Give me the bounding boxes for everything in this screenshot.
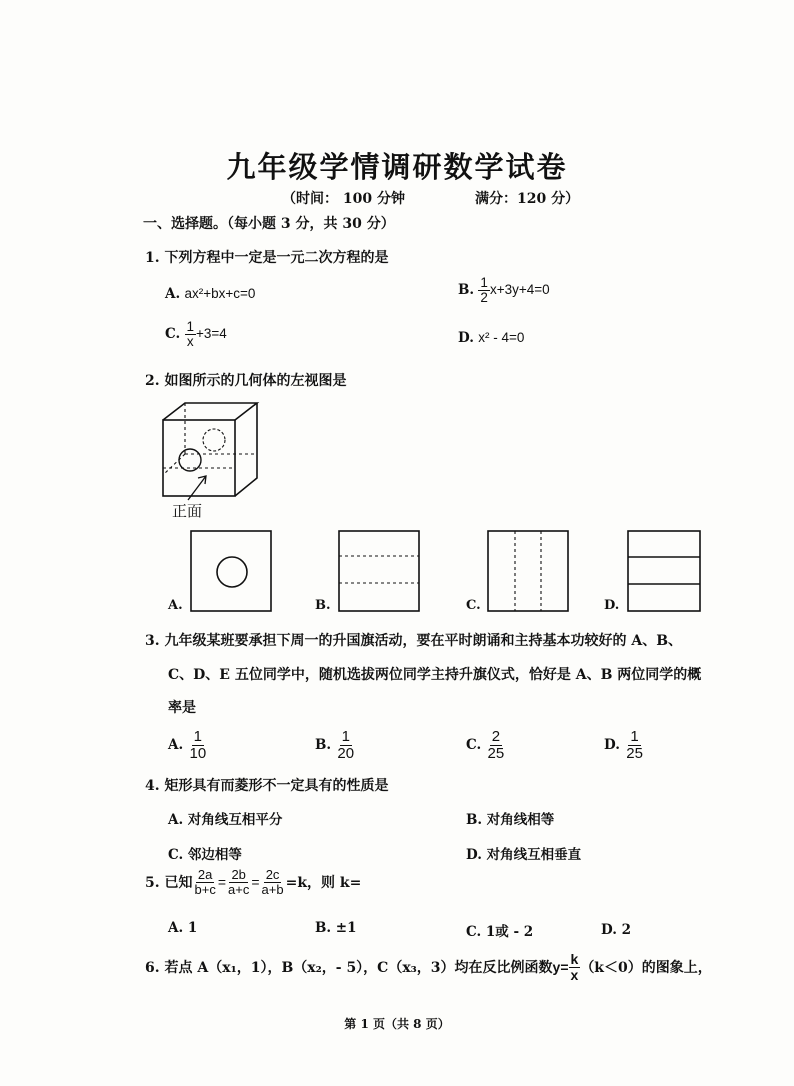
cube-hole-back (203, 429, 225, 451)
q1-option-a (165, 286, 255, 302)
q3-d-label: D. (604, 736, 620, 753)
q1-option-d (458, 330, 524, 346)
q1-a-text: ax²+bx+c=0 (184, 286, 256, 301)
q2-stem: 2. 如图所示的几何体的左视图是 (145, 373, 347, 389)
page-footer: 第 1 页（共 8 页） (344, 1017, 450, 1031)
q2-option-c-figure (487, 530, 569, 612)
q3-d-fraction (624, 729, 645, 762)
q2-c-square (488, 531, 568, 611)
cube-hidden-diagonal (163, 454, 185, 475)
q3-b-label: B. (315, 736, 332, 753)
q1-option-b (458, 276, 550, 305)
q4-stem: 4. 矩形具有而菱形不一定具有的性质是 (145, 778, 389, 794)
q5-option-c: C. 1或 - 2 (466, 924, 534, 940)
q2-option-d-figure (627, 530, 703, 612)
q2-option-a-figure (190, 530, 272, 612)
cube-figure (160, 400, 270, 500)
q2-b-square (339, 531, 419, 611)
q1-c-num: 1 (186, 319, 195, 334)
q5-option-b: B. ±1 (315, 920, 357, 936)
q1-c-fraction (185, 320, 197, 349)
q2-c-label: C. (466, 598, 481, 613)
q3-a-label: A. (168, 736, 184, 753)
q1-d-label: D. (458, 330, 474, 346)
q3-d-den: 25 (626, 744, 643, 762)
q1-b-label: B. (458, 282, 475, 299)
q2-d-label: D. (604, 598, 620, 613)
q5-stem (145, 868, 361, 896)
q1-b-rest: x+3y+4=0 (489, 282, 550, 298)
q5-eq-2: = (251, 874, 260, 891)
q1-a-label: A. (165, 286, 181, 302)
q1-c-rest: +3=4 (196, 326, 227, 342)
q3-b-num: 1 (341, 728, 350, 745)
q6-text: 6. 若点 A（x₁，1），B（x₂，- 5），C（x₃，3）均在反比例函数 (145, 960, 553, 977)
q1-stem: 1. 下列方程中一定是一元二次方程的是 (145, 250, 389, 266)
q6-func-den: x (570, 966, 579, 983)
q6-func-num: k (570, 951, 579, 967)
q2-d-square (628, 531, 700, 611)
q6-func-prefix: y= (552, 959, 569, 976)
q3-option-d (604, 729, 645, 762)
q5-prefix: 5. 已知 (145, 875, 193, 892)
q3-option-a (168, 729, 208, 762)
q3-line-2: C、D、E 五位同学中，随机选拔两位同学主持升旗仪式，恰好是 A、B 两位同学的概 (168, 667, 702, 683)
q1-b-fraction (478, 276, 490, 305)
q1-c-label: C. (165, 326, 181, 343)
q3-c-num: 2 (491, 728, 501, 745)
q3-c-den: 25 (487, 744, 505, 762)
q4-option-d: D. 对角线互相垂直 (466, 847, 582, 863)
q3-c-label: C. (466, 736, 482, 753)
q3-b-fraction (335, 729, 356, 762)
q1-b-den: 2 (480, 290, 488, 306)
q5-fraction-3 (260, 868, 286, 896)
q4-option-a: A. 对角线互相平分 (168, 812, 283, 828)
q5-option-a: A. 1 (168, 920, 198, 936)
q2-b-label: B. (315, 598, 331, 613)
q5-suffix: =k，则 k= (285, 875, 362, 892)
q4-option-c: C. 邻边相等 (168, 847, 242, 863)
q2-a-label: A. (168, 598, 183, 613)
q1-c-den: x (186, 334, 194, 350)
q5-eq-1: = (217, 874, 227, 891)
q5-fraction-1 (193, 868, 218, 896)
q3-line-3: 率是 (168, 700, 196, 716)
q6-stem (145, 952, 712, 982)
q1-b-num: 1 (480, 275, 488, 290)
q3-option-c (466, 729, 506, 762)
q5-f2-den: a+c (228, 881, 250, 897)
q3-a-den: 10 (189, 744, 207, 762)
q5-f2-num: 2b (231, 867, 246, 882)
q2-option-b-figure (338, 530, 420, 612)
q5-f1-num: 2a (197, 867, 213, 882)
q5-option-d: D. 2 (601, 922, 632, 938)
q2-a-square (191, 531, 271, 611)
q4-option-b: B. 对角线相等 (466, 812, 555, 828)
exam-score: 满分：120 分） (475, 191, 580, 207)
q3-a-num: 1 (193, 728, 202, 745)
section-heading: 一、选择题。（每小题 3 分，共 30 分） (143, 216, 395, 232)
q2-a-circle (217, 557, 247, 587)
front-label: 正面 (172, 502, 203, 520)
q3-d-num: 1 (630, 728, 639, 745)
q3-a-fraction (187, 729, 208, 762)
q1-d-text: x² - 4=0 (478, 330, 525, 345)
exam-title: 九年级学情调研数学试卷 (226, 150, 568, 184)
q5-f3-num: 2c (265, 867, 280, 882)
q6-func-suffix: （k＜0）的图象上， (580, 960, 712, 977)
q3-line-1: 3. 九年级某班要承担下周一的升国旗活动，要在平时朗诵和主持基本功较好的 A、B、 (145, 633, 683, 649)
q6-func-fraction (569, 952, 581, 982)
q5-f3-den: a+b (261, 881, 284, 897)
q1-option-c (165, 320, 227, 349)
q3-c-fraction (486, 729, 507, 762)
q5-fraction-2 (226, 868, 251, 896)
exam-time: （时间： 100 分钟 (282, 191, 405, 207)
q3-option-b (315, 729, 356, 762)
q5-f1-den: b+c (194, 881, 216, 897)
cube-top-face (163, 403, 257, 420)
q3-b-den: 20 (337, 744, 355, 762)
